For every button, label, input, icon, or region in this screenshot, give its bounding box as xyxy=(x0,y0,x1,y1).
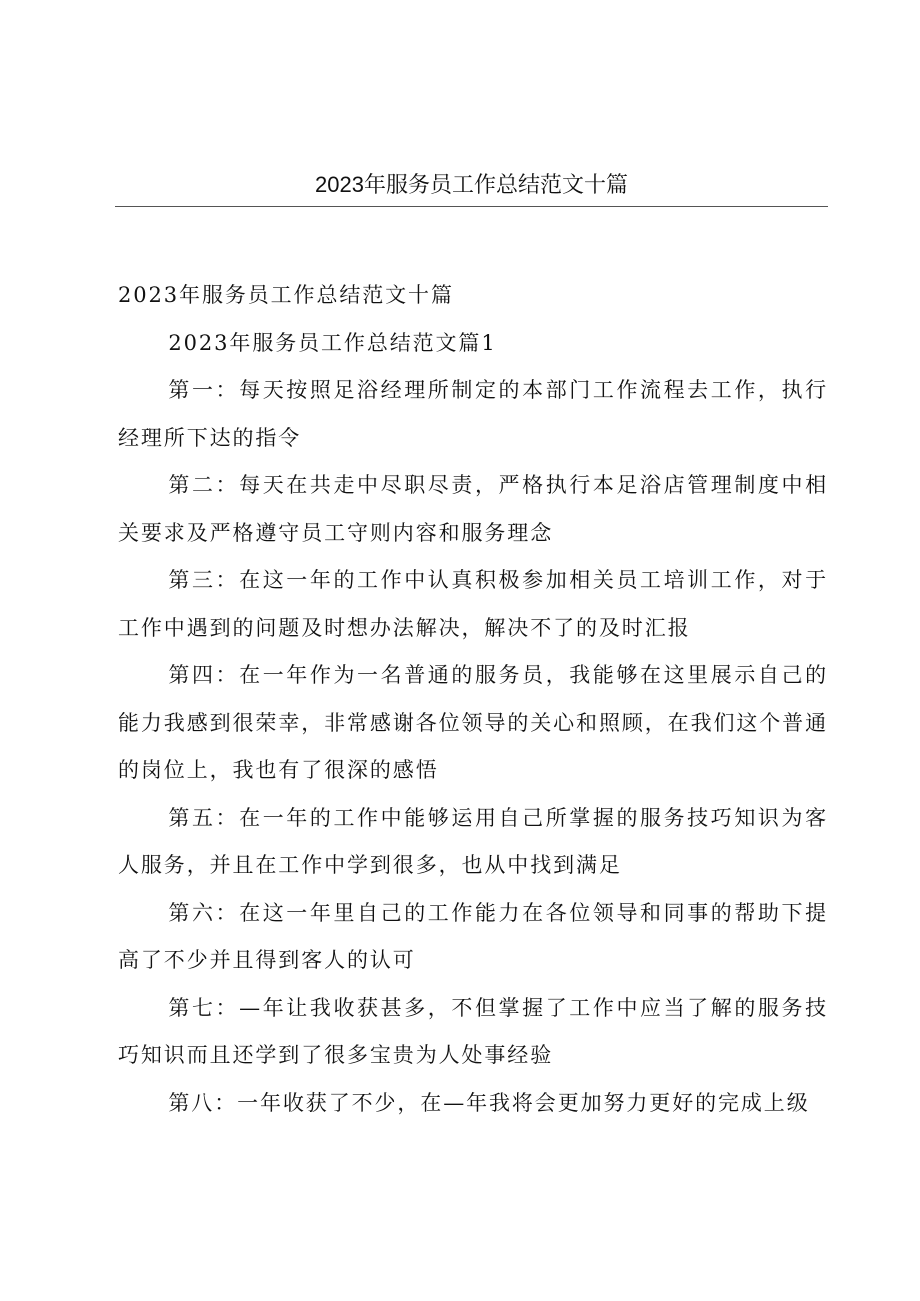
paragraph-3: 第三：在这一年的工作中认真积极参加相关员工培训工作，对于工作中遇到的问题及时想办法解决，解决不了的及时汇报 xyxy=(118,568,828,640)
document-heading: 2023年服务员工作总结范文十篇 xyxy=(118,283,454,307)
paragraph-5: 第五：在一年的工作中能够运用自己所掌握的服务技巧知识为客人服务，并且在工作中学到很多，也从中找到满足 xyxy=(118,805,828,877)
section-subheading: 2023年服务员工作总结范文篇1 xyxy=(168,330,497,355)
document-body xyxy=(118,272,828,1127)
paragraph-6: 第六：在这一年里自己的工作能力在各位领导和同事的帮助下提高了不少并且得到客人的认可 xyxy=(118,900,828,972)
paragraph-8: 第八：一年收获了不少，在—年我将会更加努力更好的完成上级 xyxy=(168,1090,810,1115)
paragraph-1: 第一：每天按照足浴经理所制定的本部门工作流程去工作，执行经理所下达的指令 xyxy=(118,378,828,450)
paragraph-2: 第二：每天在共走中尽职尽责，严格执行本足浴店管理制度中相关要求及严格遵守员工守则内容和服务理念 xyxy=(118,473,828,545)
paragraph-4: 第四：在一年作为一名普通的服务员，我能够在这里展示自己的能力我感到很荣幸，非常感谢各位领导的关心和照顾，在我们这个普通的岗位上，我也有了很深的感悟 xyxy=(118,663,828,782)
page-header-title: 2023年服务员工作总结范文十篇 xyxy=(115,170,828,207)
paragraph-7: 第七：—年让我收获甚多，不但掌握了工作中应当了解的服务技巧知识而且还学到了很多宝贵为人处事经验 xyxy=(118,995,828,1067)
